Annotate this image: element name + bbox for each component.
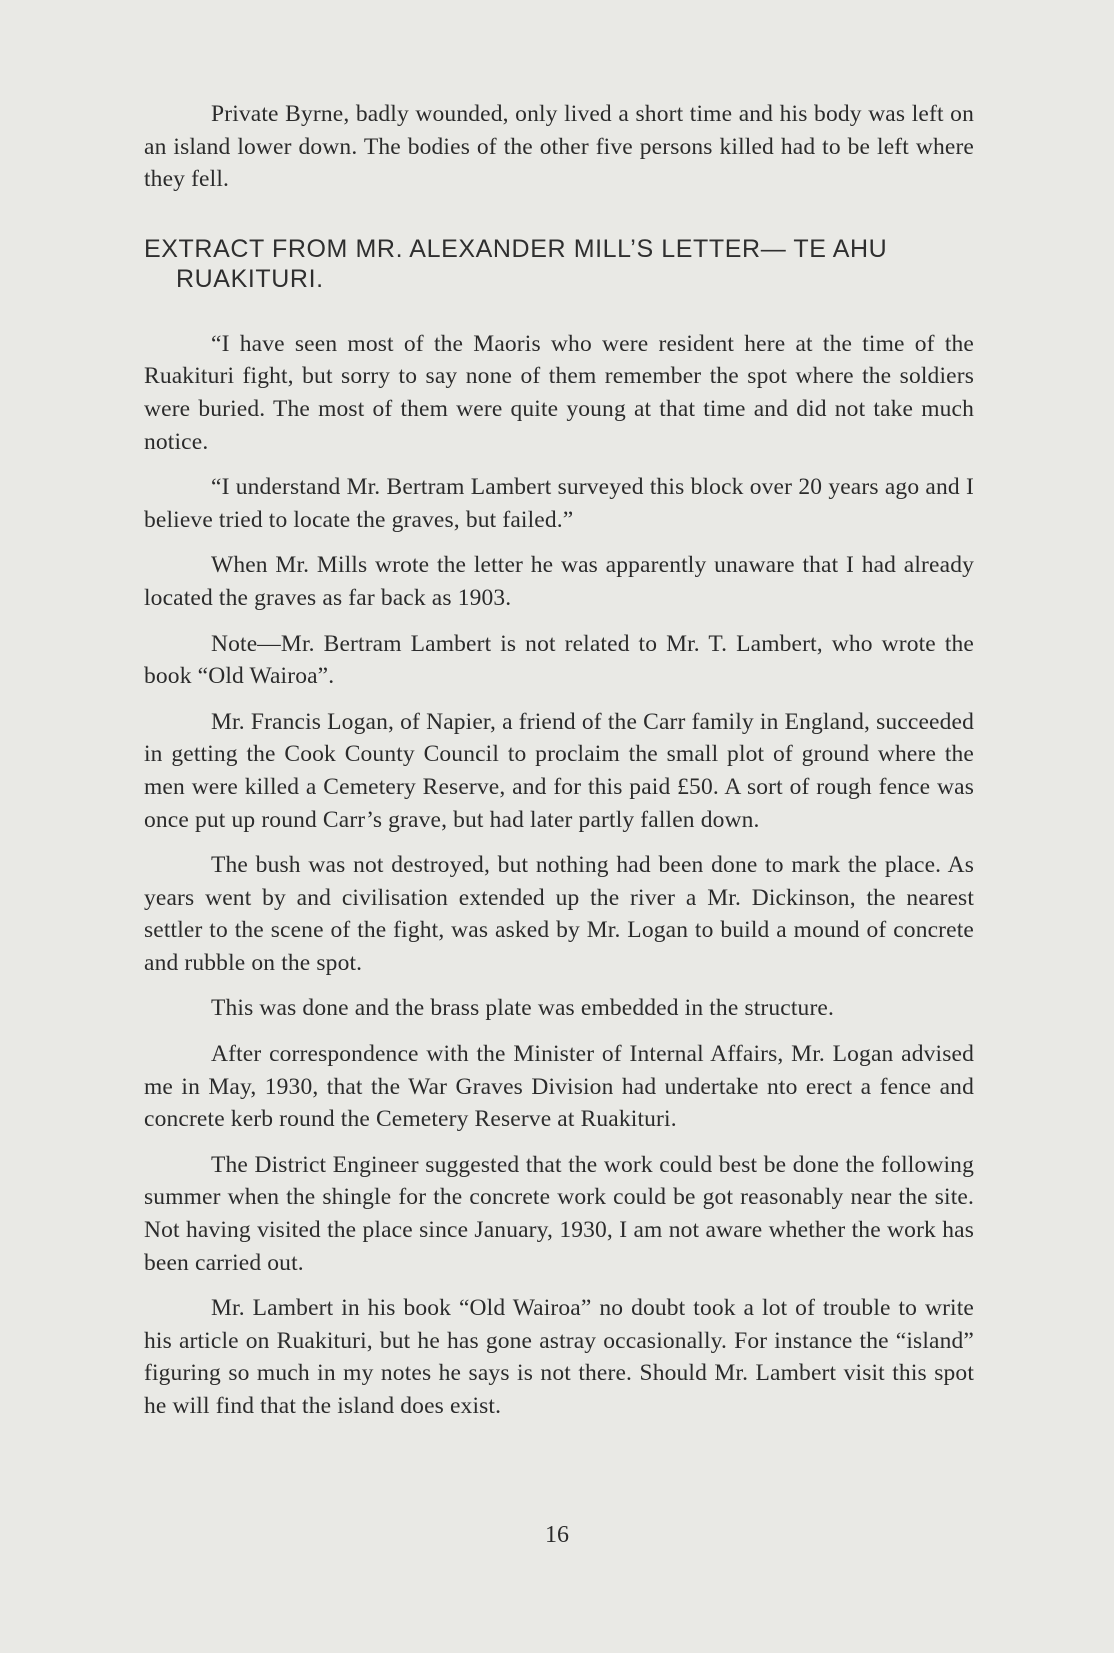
paragraph-note: Note—Mr. Bertram Lambert is not related to Mr. T. Lambert, who wrote the book “Old Wairoa”. [144,630,974,690]
paragraph-byrne: Private Byrne, badly wounded, only lived a short time and his body was left on an island lower down. The bodies of the other five persons killed had to be left where they fell. [144,101,974,193]
paragraph-letter-maoris: “I have seen most of the Maoris who were resident here at the time of the Ruakituri fight, but sorry to say none of them remember the spot where the soldiers were buried. The most of them were quite young at that time and did not take much notice. [144,330,974,455]
paragraph-mills-unaware: When Mr. Mills wrote the letter he was apparently unaware that I had already located the graves as far back as 1903. [144,552,974,611]
section-heading: EXTRACT FROM MR. ALEXANDER MILL’S LETTER— TE AHU RUAKITURI. [144,234,888,293]
page-body [144,98,974,1436]
paragraph-brass-plate: This was done and the brass plate was embedded in the structure. [211,995,835,1022]
paragraph-bush: The bush was not destroyed, but nothing had been done to mark the place. As years went by and civilisation extended up the river a Mr. Dickinson, the nearest settler to the scene of the fight, was asked by Mr. Logan to build a mound of concrete and rubble on the spot. [144,852,974,976]
paragraph-district-engineer: The District Engineer suggested that the work could best be done the following summer when the shingle for the concrete work could be got reasonably near the site. Not having visited the place since January, 1930, I am not aware whether the work has been carried out. [144,1151,974,1276]
paragraph-letter-lambert: “I understand Mr. Bertram Lambert surveyed this block over 20 years ago and I believe tried to locate the graves, but failed.” [144,474,974,533]
page-number: 16 [545,1522,569,1548]
paragraph-logan: Mr. Francis Logan, of Napier, a friend of the Carr family in England, succeeded in getting the Cook County Council to proclaim the small plot of ground where the men were killed a Cemetery Reserve, and for this paid £50. A sort of rough fence was once put up round Carr’s grave, but had later partly fallen down. [144,708,974,833]
paragraph-correspondence: After correspondence with the Minister of Internal Affairs, Mr. Logan advised me in May, 1930, that the War Graves Division had undertake nto erect a fence and concrete kerb round the Cemetery Reserve at Ruakituri. [144,1041,974,1133]
paragraph-old-wairoa: Mr. Lambert in his book “Old Wairoa” no doubt took a lot of trouble to write his article on Ruakituri, but he has gone astray occasionally. For instance the “island” figuring so much in my notes he says is not there. Should Mr. Lambert visit this spot he will find that the island does exist. [144,1295,974,1419]
